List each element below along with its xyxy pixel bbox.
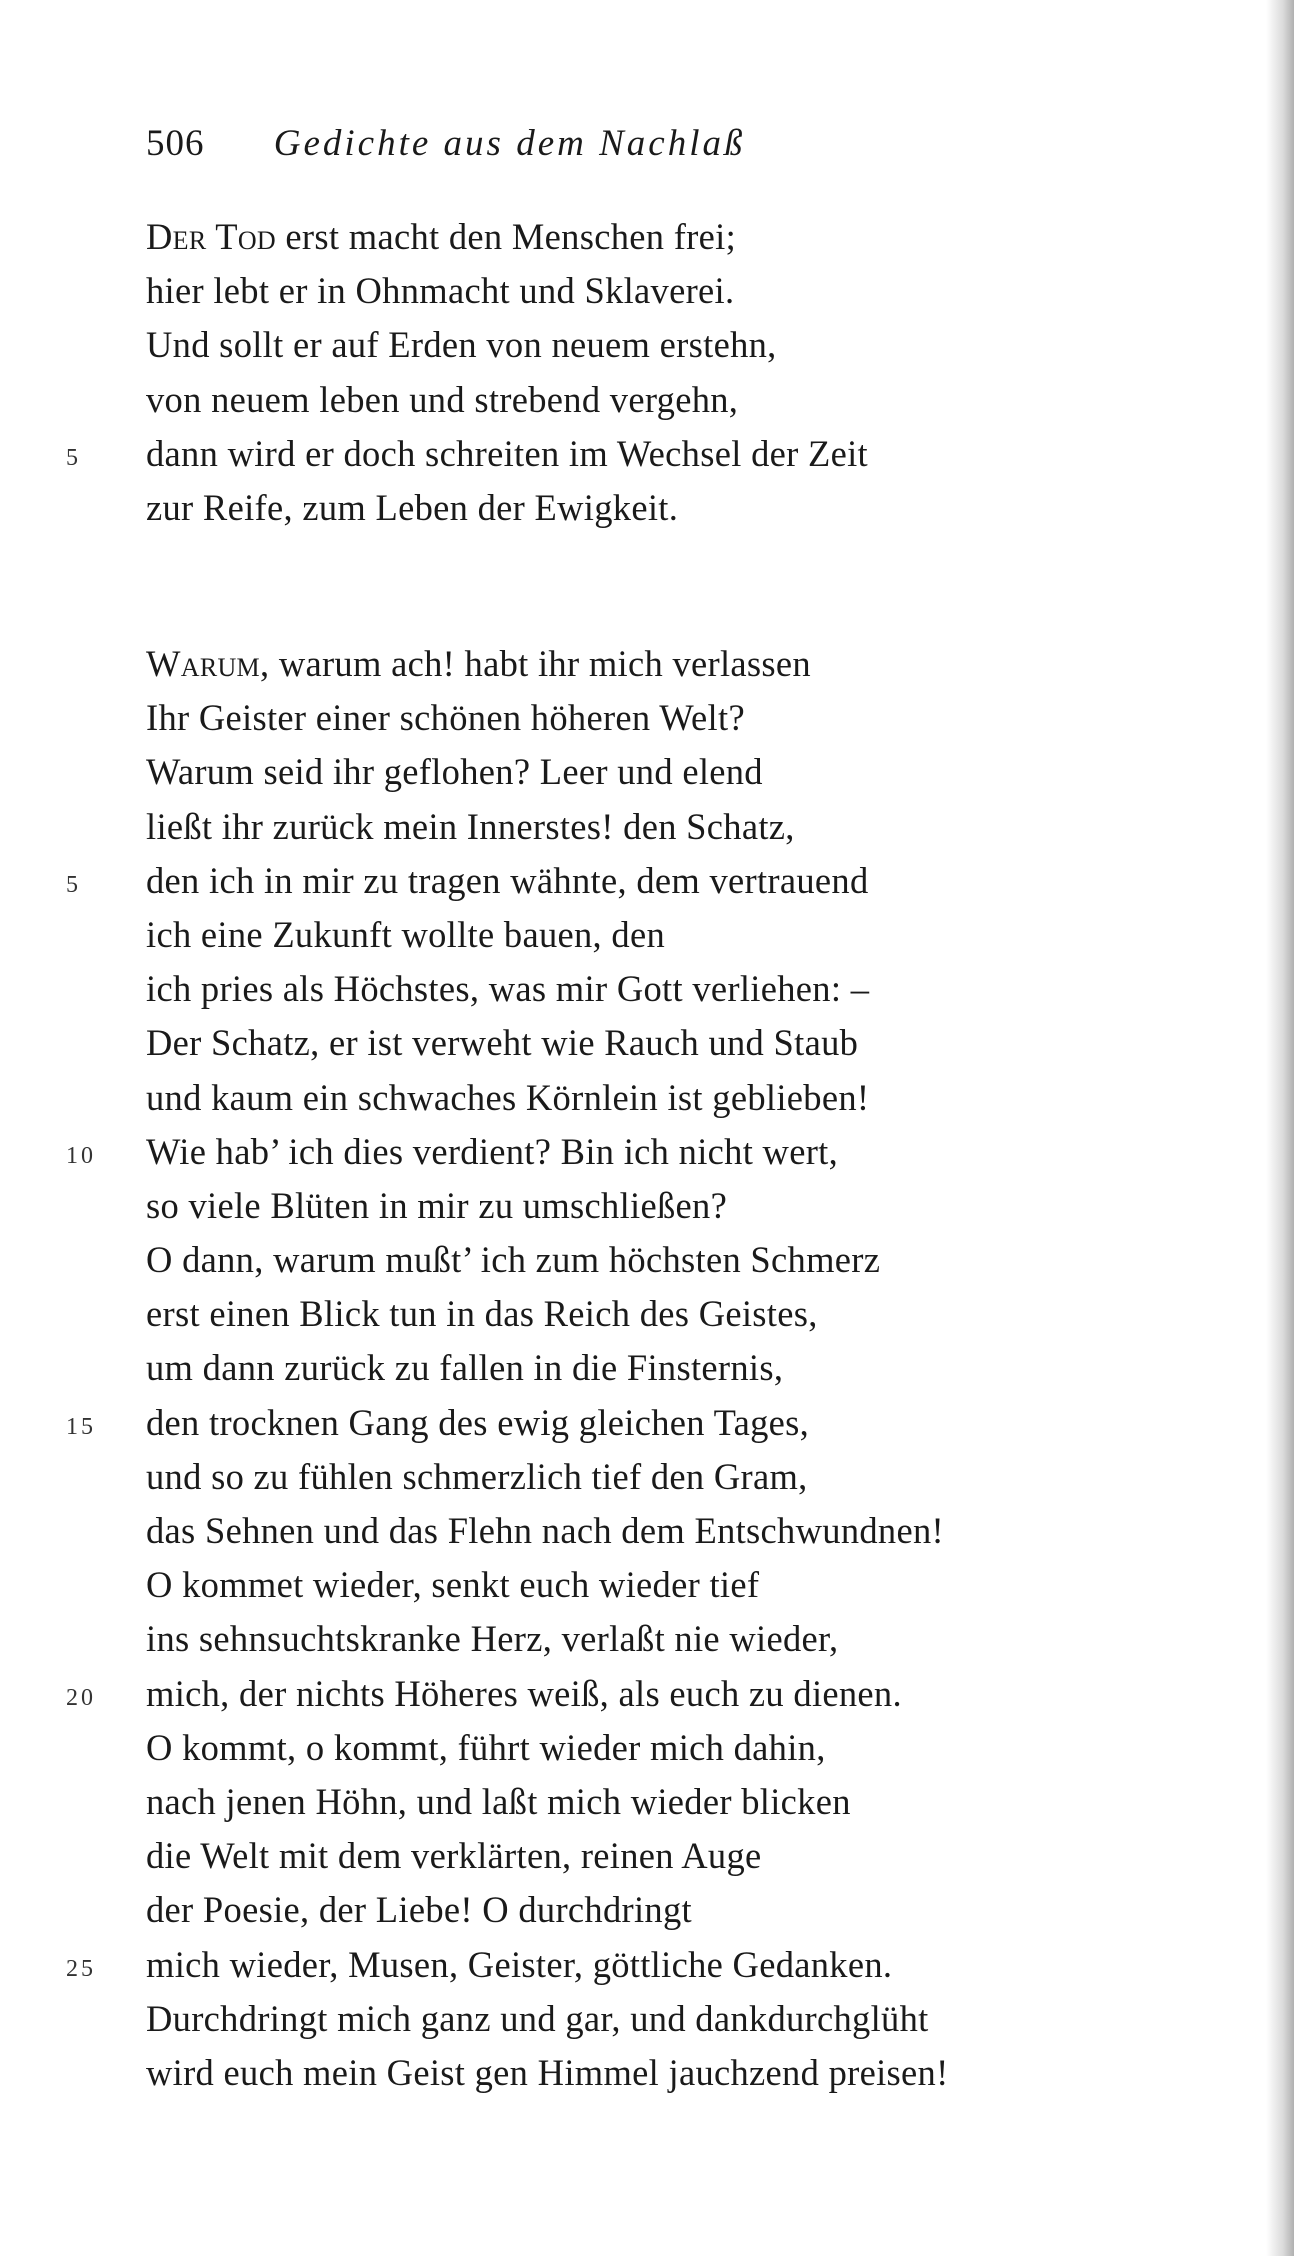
line-text: den trocknen Gang des ewig gleichen Tages,: [146, 1401, 810, 1443]
line-text: dann wird er doch schreiten im Wechsel der Zeit: [146, 432, 868, 474]
line-text: O kommet wieder, senkt euch wieder tief: [146, 1564, 760, 1606]
poem-line: [146, 2046, 949, 2100]
line-number: 5: [66, 871, 81, 898]
running-title: Gedichte aus dem Nachlaß: [273, 123, 746, 164]
poem-line: [66, 1396, 949, 1450]
line-text: den ich in mir zu tragen wähnte, dem vertrauend: [146, 859, 869, 901]
line-text: ins sehnsuchtskranke Herz, verlaßt nie wieder,: [146, 1618, 839, 1660]
poem-line: [146, 1504, 949, 1558]
poem-line: [146, 1829, 949, 1883]
poem-line: [146, 1558, 949, 1612]
line-text: , warum ach! habt ihr mich verlassen: [259, 643, 811, 684]
line-text: ich pries als Höchstes, was mir Gott verliehen: –: [146, 968, 870, 1010]
line-text: und so zu fühlen schmerzlich tief den Gram,: [146, 1455, 808, 1497]
line-text: erst einen Blick tun in das Reich des Geistes,: [146, 1293, 818, 1335]
page-number: 506: [146, 123, 205, 164]
poem-line: [146, 1612, 949, 1666]
line-text: Der Schatz, er ist verweht wie Rauch und Staub: [146, 1022, 859, 1064]
poem-opening-smallcaps: Warum: [146, 643, 260, 684]
line-text: Durchdringt mich ganz und gar, und dankdurchglüht: [146, 1997, 929, 2039]
line-text: so viele Blüten in mir zu umschließen?: [146, 1184, 728, 1226]
line-text: wird euch mein Geist gen Himmel jauchzend preisen!: [146, 2051, 949, 2093]
poem-line: [146, 318, 868, 372]
poem-line: [146, 1233, 949, 1287]
line-text: das Sehnen und das Flehn nach dem Entschwundnen!: [146, 1510, 944, 1551]
line-number: 20: [66, 1684, 96, 1711]
poem-warum: [66, 637, 949, 2100]
line-text: nach jenen Höhn, und laßt mich wieder blicken: [146, 1780, 851, 1822]
poem-line: [146, 1775, 949, 1829]
poem-line: [66, 854, 949, 908]
poem-line: [146, 1341, 949, 1395]
line-text: erst macht den Menschen frei;: [276, 216, 737, 257]
poem-line: [146, 481, 868, 535]
line-text: Und sollt er auf Erden von neuem erstehn,: [146, 324, 777, 366]
line-text: Warum seid ihr geflohen? Leer und elend: [146, 751, 763, 793]
line-text: ließt ihr zurück mein Innerstes! den Schatz,: [146, 805, 795, 847]
poem-line: [146, 1992, 949, 2046]
poem-line: [146, 908, 949, 962]
poem-opening-smallcaps: Der Tod: [146, 216, 276, 257]
line-text: die Welt mit dem verklärten, reinen Auge: [146, 1835, 762, 1877]
line-text: mich, der nichts Höheres weiß, als euch zu dienen.: [146, 1672, 902, 1714]
poem-line: [66, 1125, 949, 1179]
line-text: mich wieder, Musen, Geister, göttliche Gedanken.: [146, 1943, 893, 1985]
line-text: O dann, warum mußt’ ich zum höchsten Schmerz: [146, 1239, 881, 1281]
poem-line: [146, 373, 868, 427]
line-text: Ihr Geister einer schönen höheren Welt?: [146, 697, 745, 739]
line-text: und kaum ein schwaches Körnlein ist geblieben!: [146, 1076, 870, 1118]
line-text: um dann zurück zu fallen in die Finsternis,: [146, 1347, 784, 1389]
poem-line: [146, 1450, 949, 1504]
line-number: 25: [66, 1955, 96, 1982]
poem-line: [146, 745, 949, 799]
poem-line: [146, 1883, 949, 1937]
poem-line: [66, 1667, 949, 1721]
poem-line: [146, 637, 949, 691]
line-text: von neuem leben und strebend vergehn,: [146, 378, 739, 420]
poem-line: [146, 962, 949, 1016]
line-number: 5: [66, 444, 81, 471]
page-edge-shadow: [1266, 0, 1294, 2256]
poem-line: [146, 1016, 949, 1070]
line-text: Wie hab’ ich dies verdient? Bin ich nicht wert,: [146, 1130, 839, 1172]
poem-line: [146, 1287, 949, 1341]
line-text: hier lebt er in Ohnmacht und Sklaverei.: [146, 270, 735, 312]
poem-line: [146, 264, 868, 318]
line-number: 10: [66, 1142, 96, 1169]
running-header: [146, 122, 745, 165]
line-text: O kommt, o kommt, führt wieder mich dahin,: [146, 1726, 826, 1768]
poem-line: [146, 800, 949, 854]
line-text: der Poesie, der Liebe! O durchdringt: [146, 1889, 692, 1931]
poem-line: [146, 210, 868, 264]
line-number: 15: [66, 1413, 96, 1440]
poem-line: [146, 1179, 949, 1233]
poem-line: [146, 1071, 949, 1125]
poem-der-tod: [66, 210, 868, 535]
line-text: zur Reife, zum Leben der Ewigkeit.: [146, 486, 679, 528]
line-text: ich eine Zukunft wollte bauen, den: [146, 913, 666, 955]
poem-line: [146, 1721, 949, 1775]
poem-line: [66, 1938, 949, 1992]
poem-line: [66, 427, 868, 481]
poem-line: [146, 691, 949, 745]
